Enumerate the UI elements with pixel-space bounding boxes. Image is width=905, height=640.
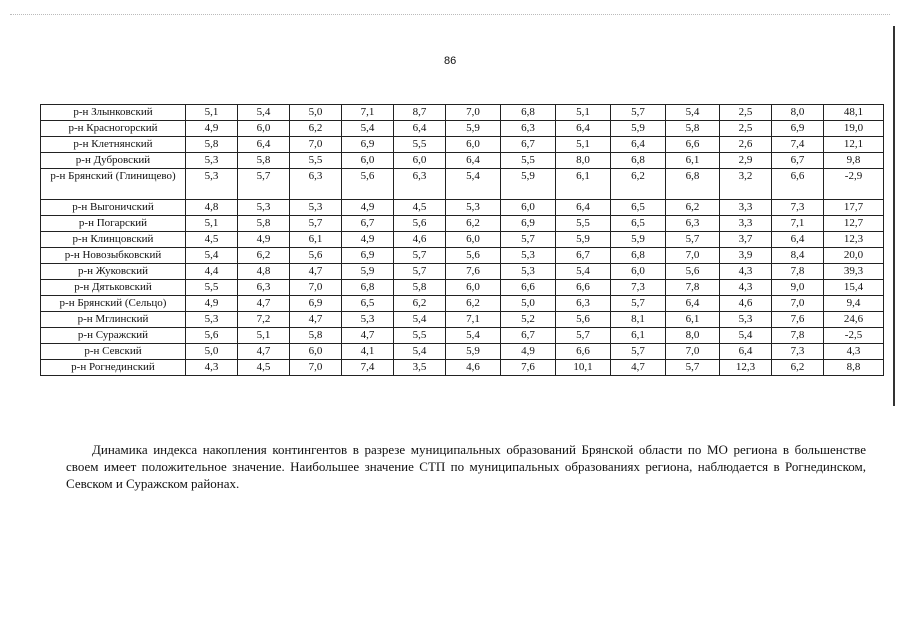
value-cell: 6,3 [238,280,290,296]
value-cell: 4,3 [824,344,884,360]
value-cell: 7,6 [446,264,501,280]
value-cell: 6,1 [666,153,720,169]
value-cell: 5,4 [238,105,290,121]
value-cell: 6,8 [611,248,666,264]
data-table [40,104,884,376]
value-cell: 5,6 [666,264,720,280]
value-cell: 7,4 [342,360,394,376]
value-cell: 6,0 [446,232,501,248]
value-cell: 6,3 [394,169,446,200]
value-cell: 8,0 [772,105,824,121]
district-name-cell: р-н Клетнянский [41,137,186,153]
value-cell: 5,5 [290,153,342,169]
value-cell: 2,6 [720,137,772,153]
value-cell: 6,1 [611,328,666,344]
district-name-cell: р-н Дятьковский [41,280,186,296]
value-cell: 4,1 [342,344,394,360]
value-cell: 6,8 [611,153,666,169]
value-cell: 3,9 [720,248,772,264]
value-cell: 3,3 [720,216,772,232]
value-cell: 4,7 [611,360,666,376]
value-cell: 12,3 [720,360,772,376]
value-cell: 4,9 [342,200,394,216]
summary-text: Динамика индекса накопления контингентов в разрезе муниципальных образований Брянской области по МО региона в большенстве своем имеет положительное значение. Наибольшее значение СТП по муниципальных образованиях региона, наблюдается в Рогнединском, Севском и Суражском районах. [66,442,866,491]
table-row [41,312,884,328]
value-cell: 5,1 [186,105,238,121]
value-cell: 6,7 [342,216,394,232]
value-cell: 5,7 [666,360,720,376]
value-cell: 5,5 [186,280,238,296]
value-cell: 4,7 [238,344,290,360]
value-cell: 5,2 [501,312,556,328]
value-cell: 5,8 [290,328,342,344]
value-cell: 6,2 [238,248,290,264]
value-cell: 4,6 [446,360,501,376]
value-cell: 5,9 [446,121,501,137]
value-cell: 5,0 [186,344,238,360]
value-cell: 5,5 [394,328,446,344]
value-cell: 4,8 [186,200,238,216]
value-cell: 6,4 [772,232,824,248]
value-cell: 5,6 [342,169,394,200]
value-cell: 6,0 [611,264,666,280]
value-cell: 6,6 [666,137,720,153]
value-cell: 3,7 [720,232,772,248]
value-cell: 5,1 [238,328,290,344]
value-cell: 6,6 [556,344,611,360]
value-cell: 5,4 [394,312,446,328]
value-cell: 5,9 [611,121,666,137]
value-cell: 5,6 [446,248,501,264]
value-cell: 8,7 [394,105,446,121]
value-cell: 6,4 [666,296,720,312]
value-cell: 9,4 [824,296,884,312]
value-cell: 5,5 [556,216,611,232]
value-cell: 6,5 [611,216,666,232]
value-cell: 6,2 [666,200,720,216]
value-cell: 6,1 [290,232,342,248]
value-cell: 5,3 [720,312,772,328]
value-cell: 5,1 [186,216,238,232]
value-cell: 20,0 [824,248,884,264]
value-cell: 8,8 [824,360,884,376]
value-cell: 6,7 [501,137,556,153]
value-cell: 5,7 [611,296,666,312]
value-cell: 5,4 [446,328,501,344]
value-cell: 5,8 [394,280,446,296]
table-row [41,153,884,169]
value-cell: 4,4 [186,264,238,280]
value-cell: 5,7 [611,105,666,121]
value-cell: 4,7 [290,312,342,328]
value-cell: 6,4 [720,344,772,360]
value-cell: 5,6 [186,328,238,344]
value-cell: 5,3 [238,200,290,216]
value-cell: 4,7 [290,264,342,280]
value-cell: 6,0 [238,121,290,137]
value-cell: 4,6 [720,296,772,312]
value-cell: 6,2 [290,121,342,137]
value-cell: 6,6 [556,280,611,296]
district-name-cell: р-н Злынковский [41,105,186,121]
value-cell: 10,1 [556,360,611,376]
value-cell: 6,2 [394,296,446,312]
value-cell: 8,0 [556,153,611,169]
value-cell: 4,8 [238,264,290,280]
value-cell: 5,9 [446,344,501,360]
value-cell: 5,4 [446,169,501,200]
table-row [41,344,884,360]
table-row [41,105,884,121]
value-cell: 4,9 [238,232,290,248]
district-name-cell: р-н Брянский (Глинищево) [41,169,186,200]
value-cell: 4,9 [186,296,238,312]
value-cell: 5,4 [556,264,611,280]
table-body [41,105,884,376]
value-cell: 6,2 [446,216,501,232]
value-cell: 4,6 [394,232,446,248]
value-cell: 6,8 [342,280,394,296]
district-name-cell: р-н Мглинский [41,312,186,328]
value-cell: 7,8 [772,264,824,280]
value-cell: 5,4 [666,105,720,121]
value-cell: 4,9 [501,344,556,360]
value-cell: 6,3 [666,216,720,232]
value-cell: 6,1 [556,169,611,200]
value-cell: 6,4 [394,121,446,137]
table-row [41,169,884,200]
district-name-cell: р-н Рогнединский [41,360,186,376]
value-cell: -2,9 [824,169,884,200]
page-number: 86 [444,55,457,67]
value-cell: 6,9 [772,121,824,137]
district-name-cell: р-н Севский [41,344,186,360]
value-cell: 5,9 [611,232,666,248]
value-cell: 6,1 [666,312,720,328]
value-cell: 2,5 [720,121,772,137]
summary-paragraph [66,441,866,492]
value-cell: 7,3 [772,344,824,360]
value-cell: 6,0 [394,153,446,169]
district-name-cell: р-н Суражский [41,328,186,344]
value-cell: 4,7 [342,328,394,344]
scan-edge-line [893,26,895,406]
value-cell: 4,5 [394,200,446,216]
value-cell: 6,0 [446,137,501,153]
value-cell: 5,1 [556,137,611,153]
value-cell: 6,7 [556,248,611,264]
table-row [41,232,884,248]
value-cell: 6,5 [611,200,666,216]
value-cell: 6,9 [342,137,394,153]
value-cell: 5,6 [394,216,446,232]
value-cell: 7,0 [772,296,824,312]
value-cell: 5,1 [556,105,611,121]
value-cell: 7,1 [772,216,824,232]
value-cell: 6,0 [501,200,556,216]
value-cell: 15,4 [824,280,884,296]
value-cell: 4,9 [342,232,394,248]
value-cell: 8,1 [611,312,666,328]
table-row [41,248,884,264]
value-cell: 6,8 [666,169,720,200]
value-cell: 3,3 [720,200,772,216]
value-cell: 8,0 [666,328,720,344]
value-cell: 5,9 [342,264,394,280]
value-cell: 5,3 [446,200,501,216]
value-cell: 6,4 [556,121,611,137]
value-cell: 6,2 [446,296,501,312]
value-cell: 5,9 [501,169,556,200]
value-cell: 7,0 [290,280,342,296]
value-cell: 6,0 [342,153,394,169]
table-row [41,121,884,137]
value-cell: 2,9 [720,153,772,169]
district-name-cell: р-н Клинцовский [41,232,186,248]
value-cell: 6,9 [290,296,342,312]
value-cell: 6,7 [772,153,824,169]
value-cell: 6,4 [611,137,666,153]
value-cell: 6,3 [290,169,342,200]
table-row [41,296,884,312]
value-cell: 39,3 [824,264,884,280]
value-cell: 5,0 [290,105,342,121]
table-row [41,360,884,376]
value-cell: -2,5 [824,328,884,344]
value-cell: 7,8 [772,328,824,344]
value-cell: 5,9 [556,232,611,248]
value-cell: 5,3 [186,312,238,328]
value-cell: 7,1 [342,105,394,121]
value-cell: 7,4 [772,137,824,153]
table-row [41,328,884,344]
value-cell: 12,1 [824,137,884,153]
value-cell: 8,4 [772,248,824,264]
value-cell: 6,5 [342,296,394,312]
value-cell: 5,3 [290,200,342,216]
value-cell: 48,1 [824,105,884,121]
value-cell: 17,7 [824,200,884,216]
value-cell: 5,3 [186,169,238,200]
value-cell: 5,6 [556,312,611,328]
value-cell: 4,7 [238,296,290,312]
value-cell: 5,8 [186,137,238,153]
value-cell: 12,3 [824,232,884,248]
value-cell: 6,7 [501,328,556,344]
value-cell: 2,5 [720,105,772,121]
value-cell: 7,1 [446,312,501,328]
district-name-cell: р-н Дубровский [41,153,186,169]
value-cell: 24,6 [824,312,884,328]
table-row [41,264,884,280]
district-name-cell: р-н Новозыбковский [41,248,186,264]
value-cell: 5,7 [666,232,720,248]
value-cell: 7,3 [611,280,666,296]
value-cell: 4,5 [186,232,238,248]
value-cell: 6,8 [501,105,556,121]
table-row [41,200,884,216]
value-cell: 6,2 [772,360,824,376]
value-cell: 5,7 [290,216,342,232]
value-cell: 7,0 [290,360,342,376]
value-cell: 19,0 [824,121,884,137]
value-cell: 6,3 [501,121,556,137]
value-cell: 6,4 [238,137,290,153]
value-cell: 9,8 [824,153,884,169]
value-cell: 4,9 [186,121,238,137]
value-cell: 5,6 [290,248,342,264]
value-cell: 5,7 [556,328,611,344]
value-cell: 5,8 [238,153,290,169]
district-name-cell: р-н Погарский [41,216,186,232]
value-cell: 7,6 [501,360,556,376]
value-cell: 5,7 [238,169,290,200]
value-cell: 6,2 [611,169,666,200]
value-cell: 3,2 [720,169,772,200]
table-row [41,216,884,232]
value-cell: 5,4 [720,328,772,344]
value-cell: 5,3 [342,312,394,328]
district-name-cell: р-н Выгоничский [41,200,186,216]
value-cell: 7,0 [666,344,720,360]
value-cell: 7,6 [772,312,824,328]
value-cell: 5,3 [186,153,238,169]
value-cell: 5,8 [238,216,290,232]
value-cell: 3,5 [394,360,446,376]
value-cell: 6,9 [342,248,394,264]
district-name-cell: р-н Брянский (Сельцо) [41,296,186,312]
value-cell: 4,3 [720,264,772,280]
value-cell: 5,7 [394,264,446,280]
district-name-cell: р-н Жуковский [41,264,186,280]
value-cell: 6,4 [446,153,501,169]
value-cell: 4,5 [238,360,290,376]
value-cell: 6,0 [290,344,342,360]
value-cell: 5,3 [501,264,556,280]
value-cell: 5,3 [501,248,556,264]
value-cell: 7,3 [772,200,824,216]
value-cell: 12,7 [824,216,884,232]
value-cell: 9,0 [772,280,824,296]
value-cell: 6,9 [501,216,556,232]
value-cell: 7,2 [238,312,290,328]
scan-artifact-dots [10,14,890,16]
value-cell: 5,5 [501,153,556,169]
value-cell: 5,4 [394,344,446,360]
table-row [41,137,884,153]
value-cell: 7,0 [446,105,501,121]
value-cell: 6,0 [446,280,501,296]
value-cell: 6,3 [556,296,611,312]
value-cell: 7,0 [666,248,720,264]
value-cell: 5,0 [501,296,556,312]
value-cell: 4,3 [186,360,238,376]
value-cell: 5,4 [186,248,238,264]
value-cell: 5,7 [611,344,666,360]
table-row [41,280,884,296]
value-cell: 4,3 [720,280,772,296]
value-cell: 5,4 [342,121,394,137]
value-cell: 5,5 [394,137,446,153]
district-name-cell: р-н Красногорский [41,121,186,137]
value-cell: 5,8 [666,121,720,137]
value-cell: 5,7 [394,248,446,264]
value-cell: 6,6 [501,280,556,296]
value-cell: 7,8 [666,280,720,296]
value-cell: 6,4 [556,200,611,216]
value-cell: 7,0 [290,137,342,153]
value-cell: 6,6 [772,169,824,200]
value-cell: 5,7 [501,232,556,248]
